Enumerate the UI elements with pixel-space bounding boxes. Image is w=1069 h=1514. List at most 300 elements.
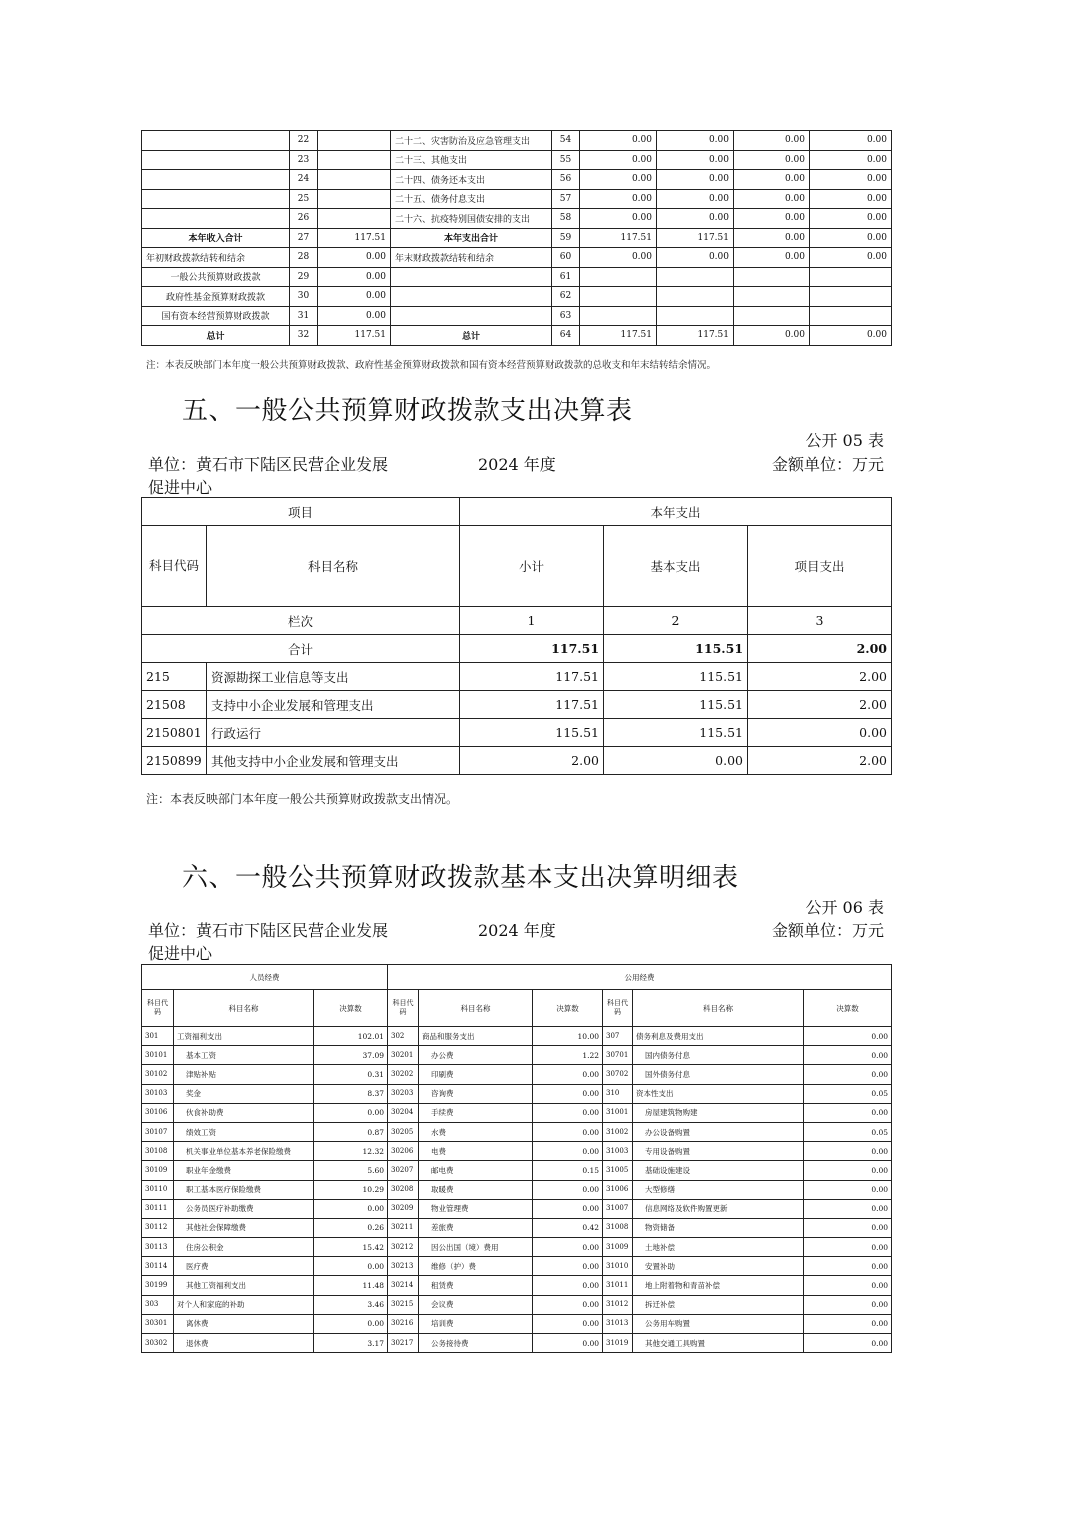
expense-line-no: 64: [552, 326, 580, 346]
subject-code: 30113: [142, 1238, 174, 1257]
amount-value: 0.05: [804, 1122, 892, 1141]
income-line-no: 26: [290, 209, 318, 229]
income-label: 年初财政拨款结转和结余: [142, 248, 290, 268]
subject-code: 31003: [603, 1142, 633, 1161]
subject-name: 印刷费: [419, 1065, 533, 1084]
amount-value: 8.37: [314, 1084, 388, 1103]
project-value: 2.00: [748, 691, 892, 719]
expense-value: 0.00: [734, 209, 810, 229]
table-row: [142, 150, 892, 170]
expense-value: 0.00: [810, 248, 892, 268]
subject-name: 手续费: [419, 1103, 533, 1122]
table5-unit-cont: 促进中心: [148, 478, 213, 497]
subject-code: 30214: [388, 1276, 419, 1295]
amount-value: 12.32: [314, 1142, 388, 1161]
subject-code: 310: [603, 1084, 633, 1103]
amount-value: 0.00: [314, 1257, 388, 1276]
income-value: [318, 150, 391, 170]
subject-code: 307: [603, 1027, 633, 1046]
col-label: 栏次: [142, 607, 460, 635]
subject-name: 公务用车购置: [633, 1314, 804, 1333]
header-name: 科目名称: [174, 990, 314, 1027]
table-row: [142, 1257, 892, 1276]
expense-value: 0.00: [580, 209, 657, 229]
subject-code: 30201: [388, 1046, 419, 1065]
subject-name: 基础设施建设: [633, 1161, 804, 1180]
amount-value: 0.00: [804, 1046, 892, 1065]
subject-code: 302: [388, 1027, 419, 1046]
subject-code: 30108: [142, 1142, 174, 1161]
income-label: [142, 189, 290, 209]
income-value: [318, 170, 391, 190]
subject-code: 30301: [142, 1314, 174, 1333]
expense-line-no: 56: [552, 170, 580, 190]
subject-name: 差旅费: [419, 1218, 533, 1237]
subtotal-value: 117.51: [460, 691, 604, 719]
income-label: [142, 170, 290, 190]
subject-code: 30302: [142, 1334, 174, 1353]
table5-year: 2024 年度: [478, 455, 556, 474]
project-value: 2.00: [748, 747, 892, 775]
table-row: [142, 248, 892, 268]
subject-name: 基本工资: [174, 1046, 314, 1065]
subject-name: 其他社会保障缴费: [174, 1218, 314, 1237]
subject-name: 地上附着物和青苗补偿: [633, 1276, 804, 1295]
expense-label: 二十六、抗疫特别国债安排的支出: [391, 209, 552, 229]
expense-value: [810, 267, 892, 287]
subject-name: 退休费: [174, 1334, 314, 1353]
subject-name: 工资福利支出: [174, 1027, 314, 1046]
expense-label: 二十五、债务付息支出: [391, 189, 552, 209]
amount-value: 0.00: [533, 1334, 603, 1353]
subject-name: 会议费: [419, 1295, 533, 1314]
subject-code: 30216: [388, 1314, 419, 1333]
table-row: [142, 747, 892, 775]
expense-value: 0.00: [580, 150, 657, 170]
subject-code: 30205: [388, 1122, 419, 1141]
subject-code: 30112: [142, 1218, 174, 1237]
subject-name: 水费: [419, 1122, 533, 1141]
amount-value: 5.60: [314, 1161, 388, 1180]
expense-value: [810, 306, 892, 326]
subject-code: 303: [142, 1295, 174, 1314]
expense-value: 117.51: [580, 228, 657, 248]
expense-value: 0.00: [657, 189, 734, 209]
amount-value: 0.26: [314, 1218, 388, 1237]
table6-year: 2024 年度: [478, 921, 556, 940]
subject-code: 31005: [603, 1161, 633, 1180]
header-project-exp: 项目支出: [748, 526, 892, 607]
header-code: 科目代码: [388, 990, 419, 1027]
subject-code: 30110: [142, 1180, 174, 1199]
income-value: 0.00: [318, 306, 391, 326]
amount-value: 0.00: [804, 1218, 892, 1237]
subject-name: 因公出国（境）费用: [419, 1238, 533, 1257]
amount-value: 0.00: [533, 1276, 603, 1295]
expense-label: 二十二、灾害防治及应急管理支出: [391, 131, 552, 151]
income-value: [318, 209, 391, 229]
expense-value: 0.00: [580, 170, 657, 190]
expense-value: 0.00: [657, 248, 734, 268]
subject-name: 拆迁补偿: [633, 1295, 804, 1314]
subtotal-value: 2.00: [460, 747, 604, 775]
expense-label: 本年支出合计: [391, 228, 552, 248]
amount-value: 0.05: [804, 1084, 892, 1103]
subject-code: 30102: [142, 1065, 174, 1084]
col-3: 3: [748, 607, 892, 635]
table6-amount-unit: 金额单位：万元: [771, 921, 884, 940]
header-public: 公用经费: [388, 965, 892, 990]
header-code: 科目代码: [603, 990, 633, 1027]
income-label: [142, 150, 290, 170]
amount-value: 0.87: [314, 1122, 388, 1141]
amount-value: 0.00: [533, 1065, 603, 1084]
header-name: 科目名称: [633, 990, 804, 1027]
amount-value: 0.00: [533, 1084, 603, 1103]
amount-value: 0.00: [533, 1295, 603, 1314]
header-basic: 基本支出: [604, 526, 748, 607]
amount-value: 0.42: [533, 1218, 603, 1237]
income-value: 0.00: [318, 287, 391, 307]
subject-code: 31019: [603, 1334, 633, 1353]
header-name: 科目名称: [207, 526, 460, 607]
total-label: 合计: [142, 635, 460, 663]
amount-value: 0.00: [533, 1122, 603, 1141]
table-row: [142, 1238, 892, 1257]
expense-value: 0.00: [734, 248, 810, 268]
expense-line-no: 59: [552, 228, 580, 248]
table-row: [142, 1084, 892, 1103]
subject-code: 2150899: [142, 747, 207, 775]
subject-code: 31013: [603, 1314, 633, 1333]
amount-value: 0.00: [804, 1314, 892, 1333]
subject-name: 公务接待费: [419, 1334, 533, 1353]
amount-value: 10.00: [533, 1027, 603, 1046]
amount-value: 0.00: [804, 1295, 892, 1314]
table5-amount-unit: 金额单位：万元: [771, 455, 884, 474]
expense-value: [810, 287, 892, 307]
amount-value: 0.00: [804, 1142, 892, 1161]
table5-unit: 单位：黄石市下陆区民营企业发展: [148, 455, 389, 474]
basic-value: 115.51: [604, 663, 748, 691]
income-line-no: 23: [290, 150, 318, 170]
expense-value: 117.51: [580, 326, 657, 346]
subject-code: 30211: [388, 1218, 419, 1237]
total-project: 2.00: [748, 635, 892, 663]
table-row: [142, 1142, 892, 1161]
table-row: [142, 1334, 892, 1353]
expense-value: 0.00: [657, 131, 734, 151]
expense-value: 0.00: [810, 170, 892, 190]
subject-name: 住房公积金: [174, 1238, 314, 1257]
expense-value: 0.00: [810, 209, 892, 229]
subject-code: 301: [142, 1027, 174, 1046]
expense-line-no: 54: [552, 131, 580, 151]
expense-label: 二十四、债务还本支出: [391, 170, 552, 190]
expense-value: [657, 287, 734, 307]
amount-value: 15.42: [314, 1238, 388, 1257]
subject-name: 维修（护）费: [419, 1257, 533, 1276]
subject-code: 31012: [603, 1295, 633, 1314]
subject-code: 31002: [603, 1122, 633, 1141]
subject-name: 其他交通工具购置: [633, 1334, 804, 1353]
table6-title: 六、一般公共预算财政拨款基本支出决算明细表: [182, 863, 739, 893]
expense-label: 总计: [391, 326, 552, 346]
expense-value: 0.00: [657, 150, 734, 170]
subject-name: 医疗费: [174, 1257, 314, 1276]
expense-line-no: 58: [552, 209, 580, 229]
subject-code: 30107: [142, 1122, 174, 1141]
subject-name: 土地补偿: [633, 1238, 804, 1257]
subject-name: 办公设备购置: [633, 1122, 804, 1141]
amount-value: 10.29: [314, 1180, 388, 1199]
expense-value: 0.00: [734, 326, 810, 346]
amount-value: 0.00: [804, 1257, 892, 1276]
income-line-no: 32: [290, 326, 318, 346]
income-label: 一般公共预算财政拨款: [142, 267, 290, 287]
project-value: 2.00: [748, 663, 892, 691]
expense-label: 年末财政拨款结转和结余: [391, 248, 552, 268]
subject-name: 物资储备: [633, 1218, 804, 1237]
amount-value: 102.01: [314, 1027, 388, 1046]
table-row: [142, 326, 892, 346]
header-personnel: 人员经费: [142, 965, 388, 990]
income-label: 总计: [142, 326, 290, 346]
subject-code: 30209: [388, 1199, 419, 1218]
expense-value: 0.00: [810, 228, 892, 248]
amount-value: 0.00: [533, 1142, 603, 1161]
subject-name: 伙食补助费: [174, 1103, 314, 1122]
income-label: [142, 131, 290, 151]
income-line-no: 30: [290, 287, 318, 307]
table6-unit-cont: 促进中心: [148, 944, 213, 963]
header-name: 科目名称: [419, 990, 533, 1027]
amount-value: 0.00: [533, 1180, 603, 1199]
subject-code: 31001: [603, 1103, 633, 1122]
subject-name: 绩效工资: [174, 1122, 314, 1141]
subject-code: 30111: [142, 1199, 174, 1218]
table-row: [142, 287, 892, 307]
subject-name: 电费: [419, 1142, 533, 1161]
amount-value: 0.00: [804, 1027, 892, 1046]
table5-title: 五、一般公共预算财政拨款支出决算表: [182, 396, 633, 426]
income-label: 本年收入合计: [142, 228, 290, 248]
header-current-year: 本年支出: [460, 498, 892, 526]
subject-code: 30213: [388, 1257, 419, 1276]
subject-name: 商品和服务支出: [419, 1027, 533, 1046]
table-row: [142, 1295, 892, 1314]
col-1: 1: [460, 607, 604, 635]
header-amount: 决算数: [314, 990, 388, 1027]
expense-line-no: 60: [552, 248, 580, 268]
table-row: [142, 170, 892, 190]
expense-value: [580, 267, 657, 287]
subject-code: 31010: [603, 1257, 633, 1276]
subject-code: 30101: [142, 1046, 174, 1065]
amount-value: 3.46: [314, 1295, 388, 1314]
subject-name: 邮电费: [419, 1161, 533, 1180]
expense-label: [391, 287, 552, 307]
amount-value: 1.22: [533, 1046, 603, 1065]
subject-name: 国外债务付息: [633, 1065, 804, 1084]
table-row: [142, 1161, 892, 1180]
subject-name: 行政运行: [207, 719, 460, 747]
expense-value: 0.00: [734, 189, 810, 209]
subject-name: 津贴补贴: [174, 1065, 314, 1084]
subject-code: 30204: [388, 1103, 419, 1122]
expense-value: [580, 287, 657, 307]
table-row: [142, 267, 892, 287]
table-row: [142, 1065, 892, 1084]
amount-value: 0.00: [804, 1065, 892, 1084]
total-basic: 115.51: [604, 635, 748, 663]
table-row: [142, 1180, 892, 1199]
expense-value: [657, 267, 734, 287]
income-label: 国有资本经营预算财政拨款: [142, 306, 290, 326]
subject-name: 资本性支出: [633, 1084, 804, 1103]
table-row: [142, 1314, 892, 1333]
subject-code: 2150801: [142, 719, 207, 747]
subject-name: 办公费: [419, 1046, 533, 1065]
income-line-no: 31: [290, 306, 318, 326]
table-row: [142, 1046, 892, 1065]
subject-code: 30199: [142, 1276, 174, 1295]
expense-label: [391, 267, 552, 287]
subject-code: 30215: [388, 1295, 419, 1314]
subject-code: 31008: [603, 1218, 633, 1237]
expense-value: [734, 306, 810, 326]
table-row: [142, 228, 892, 248]
expense-value: 0.00: [734, 131, 810, 151]
expense-value: 0.00: [810, 189, 892, 209]
expense-value: 0.00: [580, 131, 657, 151]
header-code: 科目代码: [142, 990, 174, 1027]
income-line-no: 24: [290, 170, 318, 190]
expense-value: 0.00: [810, 131, 892, 151]
subject-name: 培训费: [419, 1314, 533, 1333]
income-line-no: 22: [290, 131, 318, 151]
subject-code: 31009: [603, 1238, 633, 1257]
subject-name: 债务利息及费用支出: [633, 1027, 804, 1046]
table4-note: 注：本表反映部门本年度一般公共预算财政拨款、政府性基金预算财政拨款和国有资本经营预算财政拨款的总收支和年末结转结余情况。: [146, 360, 717, 371]
expense-value: 117.51: [657, 228, 734, 248]
amount-value: 0.00: [533, 1103, 603, 1122]
subject-code: 30114: [142, 1257, 174, 1276]
col-2: 2: [604, 607, 748, 635]
amount-value: 0.00: [804, 1180, 892, 1199]
subject-code: 30207: [388, 1161, 419, 1180]
expense-label: 二十三、其他支出: [391, 150, 552, 170]
income-value: [318, 131, 391, 151]
total-subtotal: 117.51: [460, 635, 604, 663]
header-amount: 决算数: [804, 990, 892, 1027]
table-row: [142, 1199, 892, 1218]
subject-name: 机关事业单位基本养老保险缴费: [174, 1142, 314, 1161]
header-code: 科目代码: [142, 526, 207, 607]
subject-name: 资源勘探工业信息等支出: [207, 663, 460, 691]
subject-name: 支持中小企业发展和管理支出: [207, 691, 460, 719]
subtotal-value: 117.51: [460, 663, 604, 691]
expense-value: 0.00: [734, 228, 810, 248]
amount-value: 0.00: [533, 1257, 603, 1276]
amount-value: 11.48: [314, 1276, 388, 1295]
expense-label: [391, 306, 552, 326]
amount-value: 0.00: [314, 1314, 388, 1333]
expense-value: 0.00: [734, 170, 810, 190]
subject-name: 对个人和家庭的补助: [174, 1295, 314, 1314]
income-value: [318, 189, 391, 209]
amount-value: 0.00: [804, 1103, 892, 1122]
table-row: [142, 663, 892, 691]
subject-code: 30701: [603, 1046, 633, 1065]
subject-name: 奖金: [174, 1084, 314, 1103]
subject-name: 离休费: [174, 1314, 314, 1333]
expense-value: 0.00: [580, 189, 657, 209]
income-line-no: 27: [290, 228, 318, 248]
income-label: [142, 209, 290, 229]
header-subtotal: 小计: [460, 526, 604, 607]
amount-value: 0.00: [804, 1276, 892, 1295]
expense-line-no: 62: [552, 287, 580, 307]
subject-name: 职业年金缴费: [174, 1161, 314, 1180]
subject-name: 专用设备购置: [633, 1142, 804, 1161]
table5-form-no: 公开 05 表: [805, 431, 884, 450]
income-value: 117.51: [318, 326, 391, 346]
amount-value: 0.00: [804, 1238, 892, 1257]
expense-value: [734, 287, 810, 307]
subject-code: 30202: [388, 1065, 419, 1084]
subject-name: 物业管理费: [419, 1199, 533, 1218]
subject-code: 30212: [388, 1238, 419, 1257]
table-row: [142, 1276, 892, 1295]
subject-name: 其他支持中小企业发展和管理支出: [207, 747, 460, 775]
subject-name: 其他工资福利支出: [174, 1276, 314, 1295]
amount-value: 0.31: [314, 1065, 388, 1084]
table-row: [142, 209, 892, 229]
basic-value: 0.00: [604, 747, 748, 775]
subject-code: 30206: [388, 1142, 419, 1161]
expense-line-no: 61: [552, 267, 580, 287]
subject-code: 31006: [603, 1180, 633, 1199]
income-line-no: 29: [290, 267, 318, 287]
expense-value: [734, 267, 810, 287]
subject-code: 30203: [388, 1084, 419, 1103]
subject-code: 30702: [603, 1065, 633, 1084]
amount-value: 0.00: [804, 1334, 892, 1353]
subject-name: 大型修缮: [633, 1180, 804, 1199]
subject-code: 21508: [142, 691, 207, 719]
amount-value: 0.00: [804, 1161, 892, 1180]
income-value: 0.00: [318, 267, 391, 287]
amount-value: 0.00: [314, 1199, 388, 1218]
income-label: 政府性基金预算财政拨款: [142, 287, 290, 307]
table-row: [142, 1027, 892, 1046]
table-row: [142, 1122, 892, 1141]
fiscal-summary-table: [141, 130, 892, 346]
table-row: [142, 719, 892, 747]
income-value: 117.51: [318, 228, 391, 248]
subject-name: 租赁费: [419, 1276, 533, 1295]
amount-value: 37.09: [314, 1046, 388, 1065]
basic-expenditure-detail-table: [141, 964, 892, 1353]
subject-name: 公务员医疗补助缴费: [174, 1199, 314, 1218]
subject-code: 30109: [142, 1161, 174, 1180]
expense-value: 0.00: [657, 170, 734, 190]
amount-value: 3.17: [314, 1334, 388, 1353]
table5-note: 注：本表反映部门本年度一般公共预算财政拨款支出情况。: [146, 792, 459, 806]
expense-value: [580, 306, 657, 326]
subject-code: 31011: [603, 1276, 633, 1295]
